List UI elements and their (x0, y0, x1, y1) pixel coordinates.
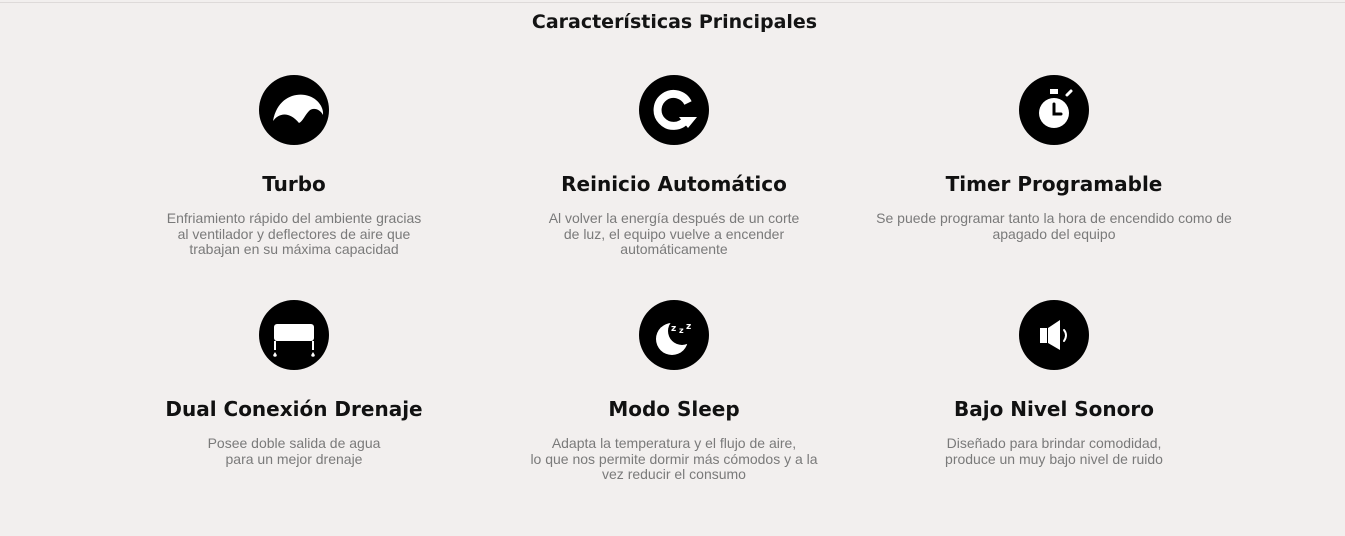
feature-turbo (104, 75, 484, 265)
top-divider (0, 2, 1345, 3)
feature-title: Bajo Nivel Sonoro (953, 397, 1155, 421)
feature-bajo-nivel-sonoro (864, 300, 1244, 490)
auto-restart-icon (639, 75, 709, 145)
feature-title: Turbo (262, 172, 326, 196)
feature-description: Se puede programar tanto la hora de encendido como de apagado del equipo (876, 210, 1232, 242)
feature-description: Adapta la temperatura y el flujo de aire, lo que nos permite dormir más cómodos y a la vez reducir el consumo (530, 435, 818, 483)
auto-restart-icon-graphic (639, 75, 709, 145)
feature-title: Modo Sleep (608, 397, 740, 421)
speaker-low-icon (1019, 300, 1089, 370)
svg-text:z: z (671, 324, 677, 334)
moon-sleep-icon (639, 300, 709, 370)
speaker-low-icon-graphic (1019, 300, 1089, 370)
turbo-gauge-icon-graphic (259, 75, 329, 145)
feature-title: Dual Conexión Drenaje (165, 397, 423, 421)
svg-text:z: z (679, 326, 684, 335)
stopwatch-icon (1019, 75, 1089, 145)
feature-modo-sleep (484, 300, 864, 490)
stopwatch-icon-graphic (1019, 75, 1089, 145)
feature-dual-conexion-drenaje (104, 300, 484, 490)
feature-description: Al volver la energía después de un corte de luz, el equipo vuelve a encender automáticamente (548, 210, 800, 258)
moon-sleep-icon-graphic (639, 300, 709, 370)
feature-timer-programable (864, 75, 1244, 265)
feature-description: Posee doble salida de agua para un mejor drenaje (207, 435, 381, 467)
drain-icon (259, 300, 329, 370)
turbo-gauge-icon (259, 75, 329, 145)
drain-icon-graphic (259, 300, 329, 370)
feature-title: Reinicio Automático (561, 172, 787, 196)
feature-description: Enfriamiento rápido del ambiente gracias al ventilador y deflectores de aire que trabajan en su máxima capacidad (166, 210, 422, 258)
feature-description: Diseñado para brindar comodidad, produce un muy bajo nivel de ruido (945, 435, 1163, 467)
section-title: Características Principales (531, 11, 818, 33)
svg-text:z: z (686, 322, 692, 332)
feature-title: Timer Programable (945, 172, 1163, 196)
feature-reinicio-automatico (484, 75, 864, 265)
